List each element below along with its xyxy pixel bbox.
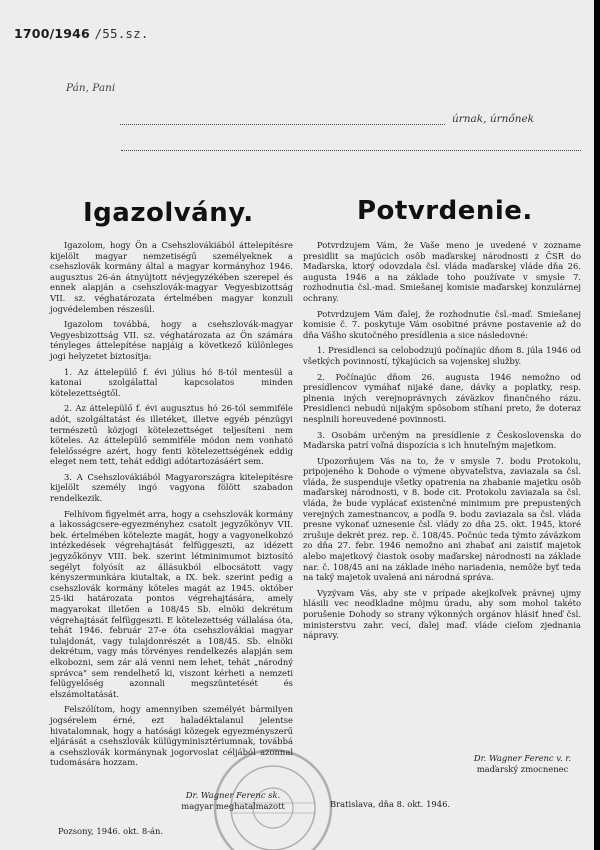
hu-paragraph-notice: Felhívom figyelmét arra, hogy a csehszlovák kormány a lakosságcsere-egyezményhez csatolt jegyzőkönyv VII. bek. értelmében kötelezte magát, hogy a vagyonelkobzó intézkedések végrehajtását felfüggeszti, az idézett jegyzőkönyv VIII. bek. szerint létminimumot biztosító segélyt folyósít az állásukból elbocsátott vagy kényszermunkára kiutaltak, a IX. bek. szerint pedig a csehszlovák kormány köteles magát az 1945. október 25-iki határozata pontos végrehajtására, amely magyarokat illetően a 108/45 Sb. elnöki dekrétum végrehajtását felfüggeszti. E kötelezettség vállalása óta, tehát 1946. február 27-e óta csehszlovákiai magyar tulajdonát, vagy tulajdonrészét a 108/45. Sb. elnöki dekrétum, vagy más törvényes rendelkezés alapján sem elkobozni, sem zár alá venni nem lehet, tehát „národný správca" sem rendelhető ki, viszont kérheti a nemzeti felügyelőség azonnali megszüntetését és elszámoltatását.	[50, 508, 293, 699]
official-stamp-icon	[212, 747, 334, 850]
document-number	[14, 26, 149, 41]
slovak-place-date: Bratislava, dňa 8. okt. 1946.	[330, 799, 451, 809]
title-slovak: Potvrdenie.	[357, 196, 533, 226]
sk-paragraph-1: Potvrdzujem Vám, že Vaše meno je uvedené v zozname presidlit sa majúcich osôb maďarskej národnosti z ČSR do Maďarska, ktorý odovzdala čsl. vláda maďarskej vláde dňa 26. augusta 1946 a na základe toho používate v smysle 7. rozhodnutia čsl.-mad. Smiešanej komisie maďarskej konzulárnej ochrany.	[303, 240, 581, 303]
addressee-line-1	[120, 124, 445, 125]
hu-item-2: 2. Az áttelepülő f. évi augusztus hó 26-tól semmiféle adót, szolgáltatást és illetéket, illetve egyéb pénzügyi természetű közjogi kötelezettséget teljesíteni nem köteles. Az áttelepülő semmiféle módon nem vonható felelősségre azért, hogy fenti kötelezettségének eddig eleget nem tett, tehát eddigi adótartozásáért sem.	[50, 403, 293, 467]
sk-signature-role: maďarský zmocnenec	[476, 763, 569, 774]
hu-paragraph-2: Igazolom továbbá, hogy a csehszlovák-magyar Vegyesbizottság VII. sz. véghatározata az Ön számára tényleges áttelepítése napjáig a következő különleges jogi helyzetet biztosítja:	[50, 319, 293, 361]
hu-paragraph-1: Igazolom, hogy Ön a Csehszlovákiából áttelepítésre kijelölt magyar nemzetiségű személyeknek a csehszlovák kormány által a magyar kormányhoz 1946. augusztus 26-án átnyújtott névjegyzékében szerepel és ennek alapján a csehszlovák-magyar Vegyesbizottság VII. sz. véghatározata értelmében magyar konzuli jogvédelemben részesül.	[50, 240, 293, 314]
hu-signature-role: magyar meghatalmazott	[181, 800, 285, 811]
addressee-line-2	[121, 150, 581, 151]
sk-item-1: 1. Presidlenci sa celobodzujú počínajúc dňom 8. júla 1946 od všetkých povinností, týkajúcich sa vojenskej služby.	[303, 345, 581, 366]
hu-signature-name: Dr. Wagner Ferenc sk.	[185, 790, 281, 800]
hu-item-3: 3. A Csehszlovákiából Magyarországra kitelepítésre kijelölt személy ingó vagyona fölött szabadon rendelkezik.	[50, 471, 293, 504]
addressee-label-hu: úrnak, úrnőnek	[452, 113, 535, 125]
addressee-label: Pán, Pani	[66, 82, 116, 94]
slovak-column	[303, 240, 581, 646]
sk-paragraph-notice: Upozorňujem Vás na to, že v smysle 7. bodu Protokolu, pripojeného k Dohode o výmene obyvateľstva, zaviazala sa čsl. vláda, že suspenduje všetky opatrenia na zhabanie majetku osôb maďarskej národnosti, v 8. bode cit. Protokolu zaviazala sa čsl. vláda, že bude vyplácať existenčné minimum pre prepustených verejných zamestnancov, a podľa 9. bodu zaviazala sa čsl. vláda presne vykonať uznesenie čsl. vlády zo dňa 25. okt. 1945, ktoré zrušuje dekrét prez. rep. č. 108/45. Počnúc teda týmto záväzkom zo dňa 27. febr. 1946 nemožno ani zhabať ani zaistiť majetok alebo majetkový čiastok osoby maďarskej národnosti na základe nar. č. 108/45 ani na základe iného nariadenia, nemôže byť teda na taký majetok uvalená ani národná správa.	[303, 455, 581, 583]
hungarian-place-date: Pozsony, 1946. okt. 8-án.	[58, 826, 164, 836]
sk-signature-name: Dr. Wagner Ferenc v. r.	[473, 753, 572, 763]
sk-item-3: 3. Osobám určeným na presídlenie z Československa do Maďarska patrí voľná dispozícia s ich hnuteľným majetkom.	[303, 429, 581, 451]
sk-paragraph-2: Potvrdzujem Vám ďalej, že rozhodnutie čsl.-maď. Smiešanej komisie č. 7. poskytuje Vám osobitné právne postavenie až do dňa Vášho skutočného presídlenia a sice následovné:	[303, 308, 581, 340]
hu-item-1: 1. Az áttelepülő f. évi július hó 8-tól mentesül a katonai szolgálattal kapcsolatos minden kötelezettségtől.	[50, 366, 293, 398]
sk-item-2: 2. Počínajúc dňom 26. augusta 1946 nemožno od presídlencov vymáhať nijaké dane, dávky a poplatky, resp. plnenia iných verejnoprávnych záväzkov finančného rázu. Presidlenci nebudú nijakým spôsobom stíhaní preto, že doteraz nesplnili horeuvedené povinnosti.	[303, 371, 581, 424]
slovak-signature	[460, 753, 585, 774]
sk-paragraph-request: Vyzývam Vás, aby ste v prípade akejkoľvek právnej ujmy hlásili vec neodkladne môjmu úradu, aby som mohol takéto porušenie Dohody so strany výkonných orgánov hlásiť hneď čsl. ministerstvu zahr. vecí, ďalej maď. vláde cieľom zjednania nápravy.	[303, 587, 581, 641]
title-hungarian: Igazolvány.	[83, 198, 254, 228]
document-number-main: 1700/1946	[14, 26, 90, 41]
hu-paragraph-request: Felszólítom, hogy amennyiben személyét bármilyen jogsérelem érné, ezt haladéktalanul jelentse hivatalomnak, hogy a hatósági közegek egyezményszerű eljárását a csehszlovák külügyminisztériumnak, továbbá a csehszlovák kormánynak jogorvoslat céljából azonnal tudomására hozzam.	[50, 704, 293, 768]
document-number-suffix: /55.sz.	[94, 26, 149, 41]
hungarian-column	[50, 240, 293, 773]
